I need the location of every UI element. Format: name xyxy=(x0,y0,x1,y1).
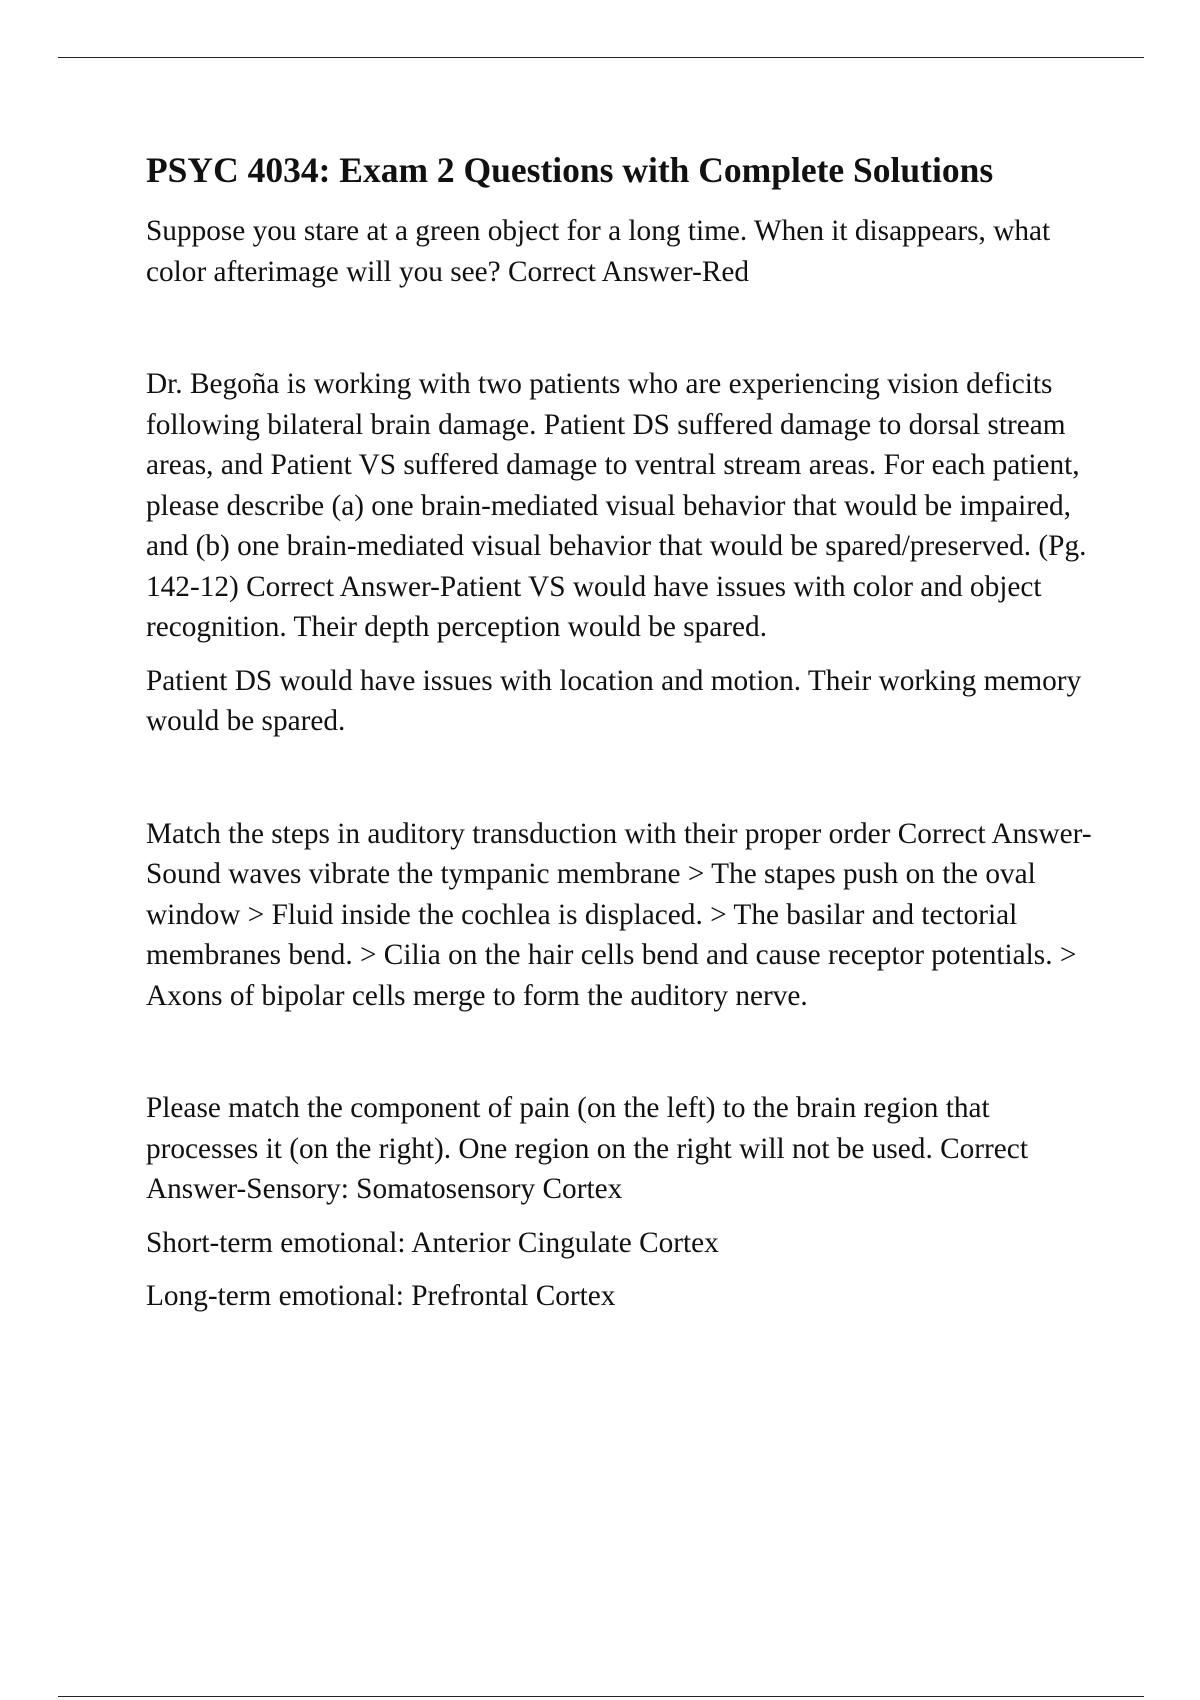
footer-rule xyxy=(58,1696,1144,1697)
question-2-vision-deficits: Dr. Begoña is working with two patients who are experiencing vision deficits following bilateral brain damage. Patient DS suffered damage to dorsal stream areas, and Patient VS suffered damage to ventral stream areas. For each patient, please describe (a) one brain-mediated visual behavior that would be impaired, and (b) one brain-mediated visual behavior that would be spared/preserved. (Pg. 142-12) Correct Answer-Patient VS would have issues with color and object recognition. Their depth perception would be spared. xyxy=(146,368,1087,643)
question-4-pain-components: Please match the component of pain (on the left) to the brain region that processes it (on the right). One region on the right will not be used. Correct Answer-Sensory: Somatosensory Cortex xyxy=(146,1092,1028,1205)
question-2-answer-continued: Patient DS would have issues with location and motion. Their working memory would be spared. xyxy=(146,664,1082,737)
question-4-answer-short-term: Short-term emotional: Anterior Cingulate Cortex xyxy=(146,1226,719,1259)
document-body xyxy=(146,145,1098,1317)
question-4-answer-long-term: Long-term emotional: Prefrontal Cortex xyxy=(146,1280,616,1312)
header-rule xyxy=(58,57,1144,58)
question-3-auditory-transduction: Match the steps in auditory transduction with their proper order Correct Answer-Sound waves vibrate the tympanic membrane > The stapes push on the oval window > Fluid inside the cochlea is displaced. > The basilar and tectorial membranes bend. > Cilia on the hair cells bend and cause receptor potentials. > Axons of bipolar cells merge to form the auditory nerve. xyxy=(146,817,1092,1012)
document-title: PSYC 4034: Exam 2 Questions with Complete Solutions xyxy=(146,150,994,190)
question-1-afterimage: Suppose you stare at a green object for a long time. When it disappears, what color afterimage will you see? Correct Answer-Red xyxy=(146,215,1051,288)
